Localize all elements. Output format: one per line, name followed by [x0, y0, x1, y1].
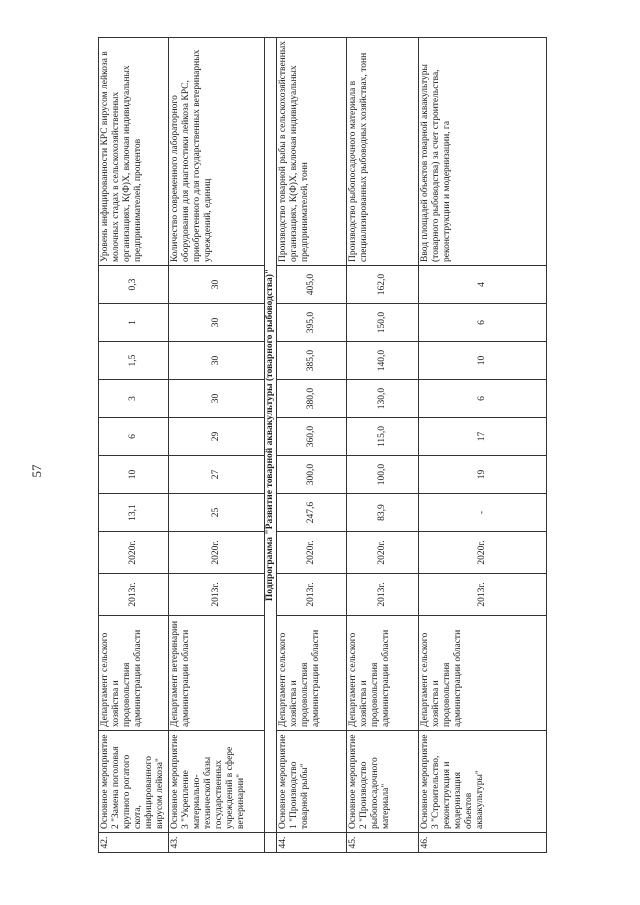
value-cell: 30: [169, 342, 265, 380]
executor: Департамент сельского хозяйства и продовольствия администрации области: [419, 616, 547, 731]
value-cell: 6: [419, 380, 547, 418]
value-cell: 1,5: [99, 342, 169, 380]
target-indicator: Производство товарной рыбы в сельскохозяйственных организациях, К(Ф)Х, включая индивидуальных предпринимателей, тонн: [277, 38, 347, 266]
event-name: Основное мероприятие 3 "Укрепление материально-технической базы государственных учреждений в сфере ветеринарии": [169, 731, 265, 833]
table-row: [419, 38, 547, 853]
start-year: 2013г.: [419, 574, 547, 616]
target-indicator: Ввод площадей объектов товарной аквакультуры (товарного рыбоводства) за счет строительства, реконструкции и модернизации, га: [419, 38, 547, 266]
value-cell: 0,3: [99, 266, 169, 304]
value-cell: 247,6: [277, 494, 347, 532]
program-table: [98, 37, 547, 853]
value-cell: 6: [419, 304, 547, 342]
value-cell: 300,0: [277, 456, 347, 494]
value-cell: 17: [419, 418, 547, 456]
end-year: 2020г.: [419, 532, 547, 574]
end-year: 2020г.: [169, 532, 265, 574]
rotated-table-container: [98, 40, 546, 853]
target-indicator: Уровень инфицированности КРС вирусом лейкоза в молочных стадах в сельскохозяйственных организациях, К(Ф)Х, включая индивидуальных предпринимателей, процентов: [99, 38, 169, 266]
value-cell: 385,0: [277, 342, 347, 380]
value-cell: 13,1: [99, 494, 169, 532]
value-cell: 19: [419, 456, 547, 494]
executor: Департамент сельского хозяйства и продовольствия администрации области: [347, 616, 419, 731]
table-row: [99, 38, 169, 853]
start-year: 2013г.: [277, 574, 347, 616]
row-number: 46.: [419, 833, 547, 853]
row-number: 45.: [347, 833, 419, 853]
event-name: Основное мероприятие 2 "Замена поголовья крупного рогатого скота, инфицированного вирусом лейкоза": [99, 731, 169, 833]
value-cell: 6: [99, 418, 169, 456]
value-cell: 115,0: [347, 418, 419, 456]
table-row: [169, 38, 265, 853]
event-name: Основное мероприятие 3 "Строительство, реконструкция и модернизация объектов аквакультуры": [419, 731, 547, 833]
value-cell: 100,0: [347, 456, 419, 494]
value-cell: 27: [169, 456, 265, 494]
value-cell: 29: [169, 418, 265, 456]
value-cell: 3: [99, 380, 169, 418]
value-cell: -: [419, 494, 547, 532]
value-cell: 405,0: [277, 266, 347, 304]
value-cell: 30: [169, 380, 265, 418]
end-year: 2020г.: [277, 532, 347, 574]
table-row: [277, 38, 347, 853]
target-indicator: Производство рыбопосадочного материала в специализированных рыбоводных хозяйствах, тонн: [347, 38, 419, 266]
value-cell: 360,0: [277, 418, 347, 456]
row-number: 42.: [99, 833, 169, 853]
executor: Департамент ветеринарии администрации области: [169, 616, 265, 731]
event-name: Основное мероприятие 1 "Производство товарной рыбы": [277, 731, 347, 833]
subprogram-title: Подпрограмма "Развитие товарной аквакультуры (товарного рыбоводства)": [265, 38, 277, 833]
page-number: 57: [29, 464, 44, 478]
value-cell: 130,0: [347, 380, 419, 418]
value-cell: 10: [99, 456, 169, 494]
value-cell: 140,0: [347, 342, 419, 380]
event-name: Основное мероприятие 2 "Производство рыбопосадочного материала": [347, 731, 419, 833]
value-cell: 83,9: [347, 494, 419, 532]
value-cell: 395,0: [277, 304, 347, 342]
end-year: 2020г.: [99, 532, 169, 574]
table-row: [347, 38, 419, 853]
value-cell: 380,0: [277, 380, 347, 418]
value-cell: 150,0: [347, 304, 419, 342]
value-cell: 30: [169, 304, 265, 342]
executor: Департамент сельского хозяйства и продовольствия администрации области: [99, 616, 169, 731]
start-year: 2013г.: [99, 574, 169, 616]
row-number: 44.: [277, 833, 347, 853]
subprogram-row: [265, 38, 277, 853]
value-cell: 4: [419, 266, 547, 304]
value-cell: 30: [169, 266, 265, 304]
end-year: 2020г.: [347, 532, 419, 574]
row-number: 43.: [169, 833, 265, 853]
target-indicator: Количество современного лабораторного оборудования для диагностики лейкоза КРС, приобретенного для государственных ветеринарных учреждений, единиц: [169, 38, 265, 266]
start-year: 2013г.: [347, 574, 419, 616]
value-cell: 1: [99, 304, 169, 342]
value-cell: 25: [169, 494, 265, 532]
value-cell: 162,0: [347, 266, 419, 304]
executor: Департамент сельского хозяйства и продовольствия администрации области: [277, 616, 347, 731]
subprogram-blank: [265, 833, 277, 853]
value-cell: 10: [419, 342, 547, 380]
start-year: 2013г.: [169, 574, 265, 616]
